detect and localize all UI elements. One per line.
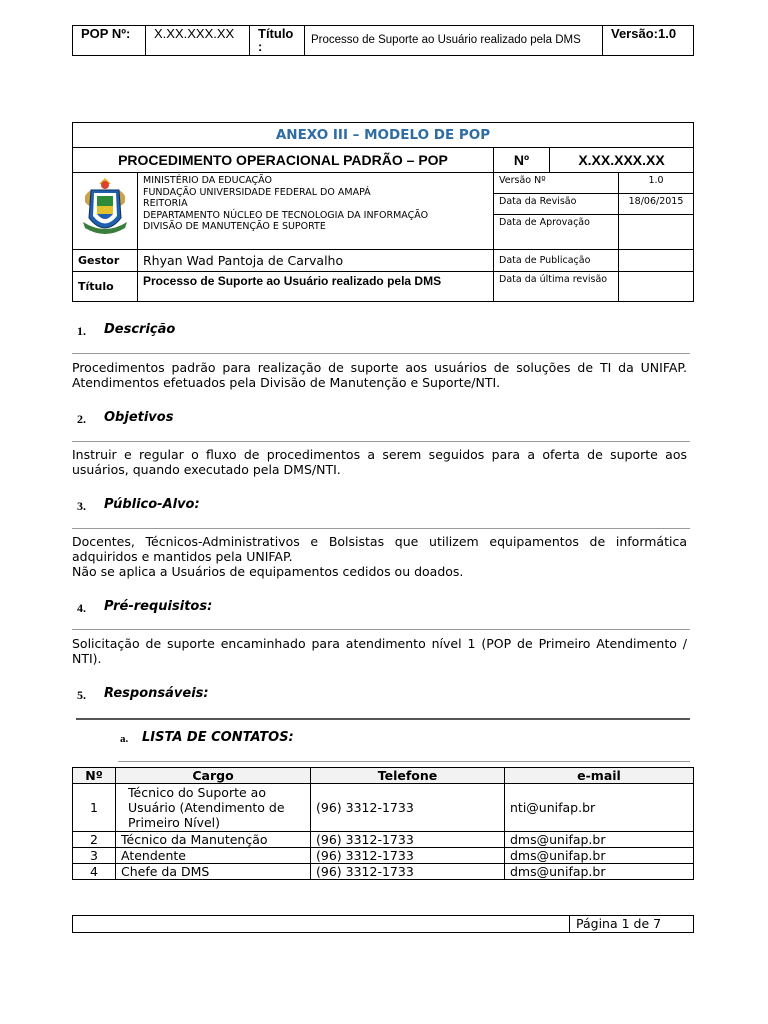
table-row xyxy=(73,832,694,848)
university-crest xyxy=(73,173,138,249)
gestor-value: Rhyan Wad Pantoja de Carvalho xyxy=(138,249,494,271)
footer-blank xyxy=(73,916,570,933)
contact-number: 3 xyxy=(73,848,116,864)
section-text-publico-alvo: Docentes, Técnicos-Administrativos e Bolsistas que utilizem equipamentos de informática adquiridos e mantidos pela UNIFAP. xyxy=(72,534,687,564)
org-line: DIVISÃO DE MANUTENÇÃO E SUPORTE xyxy=(143,221,326,233)
section-divider xyxy=(72,629,690,630)
publication-label: Data de Publicação xyxy=(494,249,619,271)
contact-email: dms@unifap.br xyxy=(505,832,694,848)
section-divider xyxy=(76,718,690,720)
title-label: Título : xyxy=(250,26,305,56)
contact-email: dms@unifap.br xyxy=(505,848,694,864)
pop-number-label: POP Nº: xyxy=(73,26,146,56)
section-text-descricao: Procedimentos padrão para realização de suporte aos usuários de soluções de TI da UNIFAP. Atendimentos efetuados pela Divisão de Manutenção e Suporte/NTI. xyxy=(72,360,687,390)
approval-label: Data de Aprovação xyxy=(494,215,619,249)
last-revision-value xyxy=(619,271,694,301)
last-revision-label: Data da última revisão xyxy=(494,271,619,301)
contact-email: nti@unifap.br xyxy=(505,784,694,832)
subsection-title-lista-contatos: LISTA DE CONTATOS: xyxy=(142,730,294,745)
contact-phone: (96) 3312-1733 xyxy=(311,864,505,880)
section-divider xyxy=(72,353,690,354)
section-text-pre-requisitos: Solicitação de suporte encaminhado para atendimento nível 1 (POP de Primeiro Atendimento / NTI). xyxy=(72,636,687,666)
titulo-label: Título xyxy=(73,271,138,301)
contact-cargo: Chefe da DMS xyxy=(116,864,311,880)
contact-number: 4 xyxy=(73,864,116,880)
procedure-no-label: Nº xyxy=(494,148,550,173)
gestor-label: Gestor xyxy=(73,249,138,271)
procedure-title: PROCEDIMENTO OPERACIONAL PADRÃO – POP xyxy=(73,148,494,173)
header-title-value: Processo de Suporte ao Usuário realizado pela DMS xyxy=(305,26,603,56)
contact-number: 2 xyxy=(73,832,116,848)
contact-cargo: Técnico do Suporte ao Usuário (Atendimento de Primeiro Nível) xyxy=(116,784,311,832)
titulo-value: Processo de Suporte ao Usuário realizado pela DMS xyxy=(138,271,494,301)
section-title-publico-alvo: Público-Alvo: xyxy=(104,497,200,512)
section-number: 3. xyxy=(77,499,86,513)
section-title-descricao: Descrição xyxy=(104,322,176,337)
subsection-number: a. xyxy=(120,733,129,745)
approval-value xyxy=(619,215,694,249)
procedure-code: X.XX.XXX.XX xyxy=(550,148,694,173)
revision-label: Data da Revisão xyxy=(494,194,619,215)
org-line: FUNDAÇÃO UNIVERSIDADE FEDERAL DO AMAPÁ xyxy=(143,186,371,198)
contact-phone: (96) 3312-1733 xyxy=(311,832,505,848)
section-text-publico-alvo-note: Não se aplica a Usuários de equipamentos cedidos ou doados. xyxy=(72,564,464,579)
section-title-pre-requisitos: Pré-requisitos: xyxy=(104,599,213,614)
revision-value: 18/06/2015 xyxy=(619,194,694,215)
page-number: Página 1 de 7 xyxy=(570,916,694,933)
section-number: 2. xyxy=(77,412,86,426)
section-number: 5. xyxy=(77,688,86,702)
subsection-divider xyxy=(118,761,690,762)
contact-email: dms@unifap.br xyxy=(505,864,694,880)
document-header xyxy=(72,25,694,56)
column-header-email: e-mail xyxy=(505,768,694,784)
contact-cargo: Técnico da Manutenção xyxy=(116,832,311,848)
anexo-title: ANEXO III – MODELO DE POP xyxy=(73,123,694,148)
column-header-telefone: Telefone xyxy=(311,768,505,784)
pop-code: X.XX.XXX.XX xyxy=(146,26,250,56)
org-line: MINISTÉRIO DA EDUCAÇÃO xyxy=(143,175,272,187)
contact-phone: (96) 3312-1733 xyxy=(311,784,505,832)
column-header-cargo: Cargo xyxy=(116,768,311,784)
contact-phone: (96) 3312-1733 xyxy=(311,848,505,864)
contact-number: 1 xyxy=(73,784,116,832)
table-row xyxy=(73,864,694,880)
version-value: 1.0 xyxy=(619,173,694,194)
section-text-objetivos: Instruir e regular o fluxo de procedimentos a serem seguidos para a oferta de suporte aos usuários, quando executado pela DMS/NTI. xyxy=(72,447,687,477)
crest-icon xyxy=(77,176,133,242)
page-footer xyxy=(72,915,694,933)
section-title-responsaveis: Responsáveis: xyxy=(104,686,209,701)
column-header-numero: Nº xyxy=(73,768,116,784)
org-line: DEPARTAMENTO NÚCLEO DE TECNOLOGIA DA INFORMAÇÃO xyxy=(143,209,429,221)
organization-lines xyxy=(138,173,494,249)
contacts-table xyxy=(72,767,694,880)
section-title-objetivos: Objetivos xyxy=(104,410,174,425)
section-divider xyxy=(72,441,690,442)
header-version: Versão:1.0 xyxy=(603,26,694,56)
publication-value xyxy=(619,249,694,271)
table-row xyxy=(73,848,694,864)
version-label: Versão Nº xyxy=(494,173,619,194)
section-divider xyxy=(72,528,690,529)
contact-cargo: Atendente xyxy=(116,848,311,864)
section-number: 4. xyxy=(77,601,86,615)
table-row xyxy=(73,784,694,832)
section-number: 1. xyxy=(77,324,86,338)
pop-model-box xyxy=(72,122,694,302)
org-line: REITORIA xyxy=(143,198,188,210)
